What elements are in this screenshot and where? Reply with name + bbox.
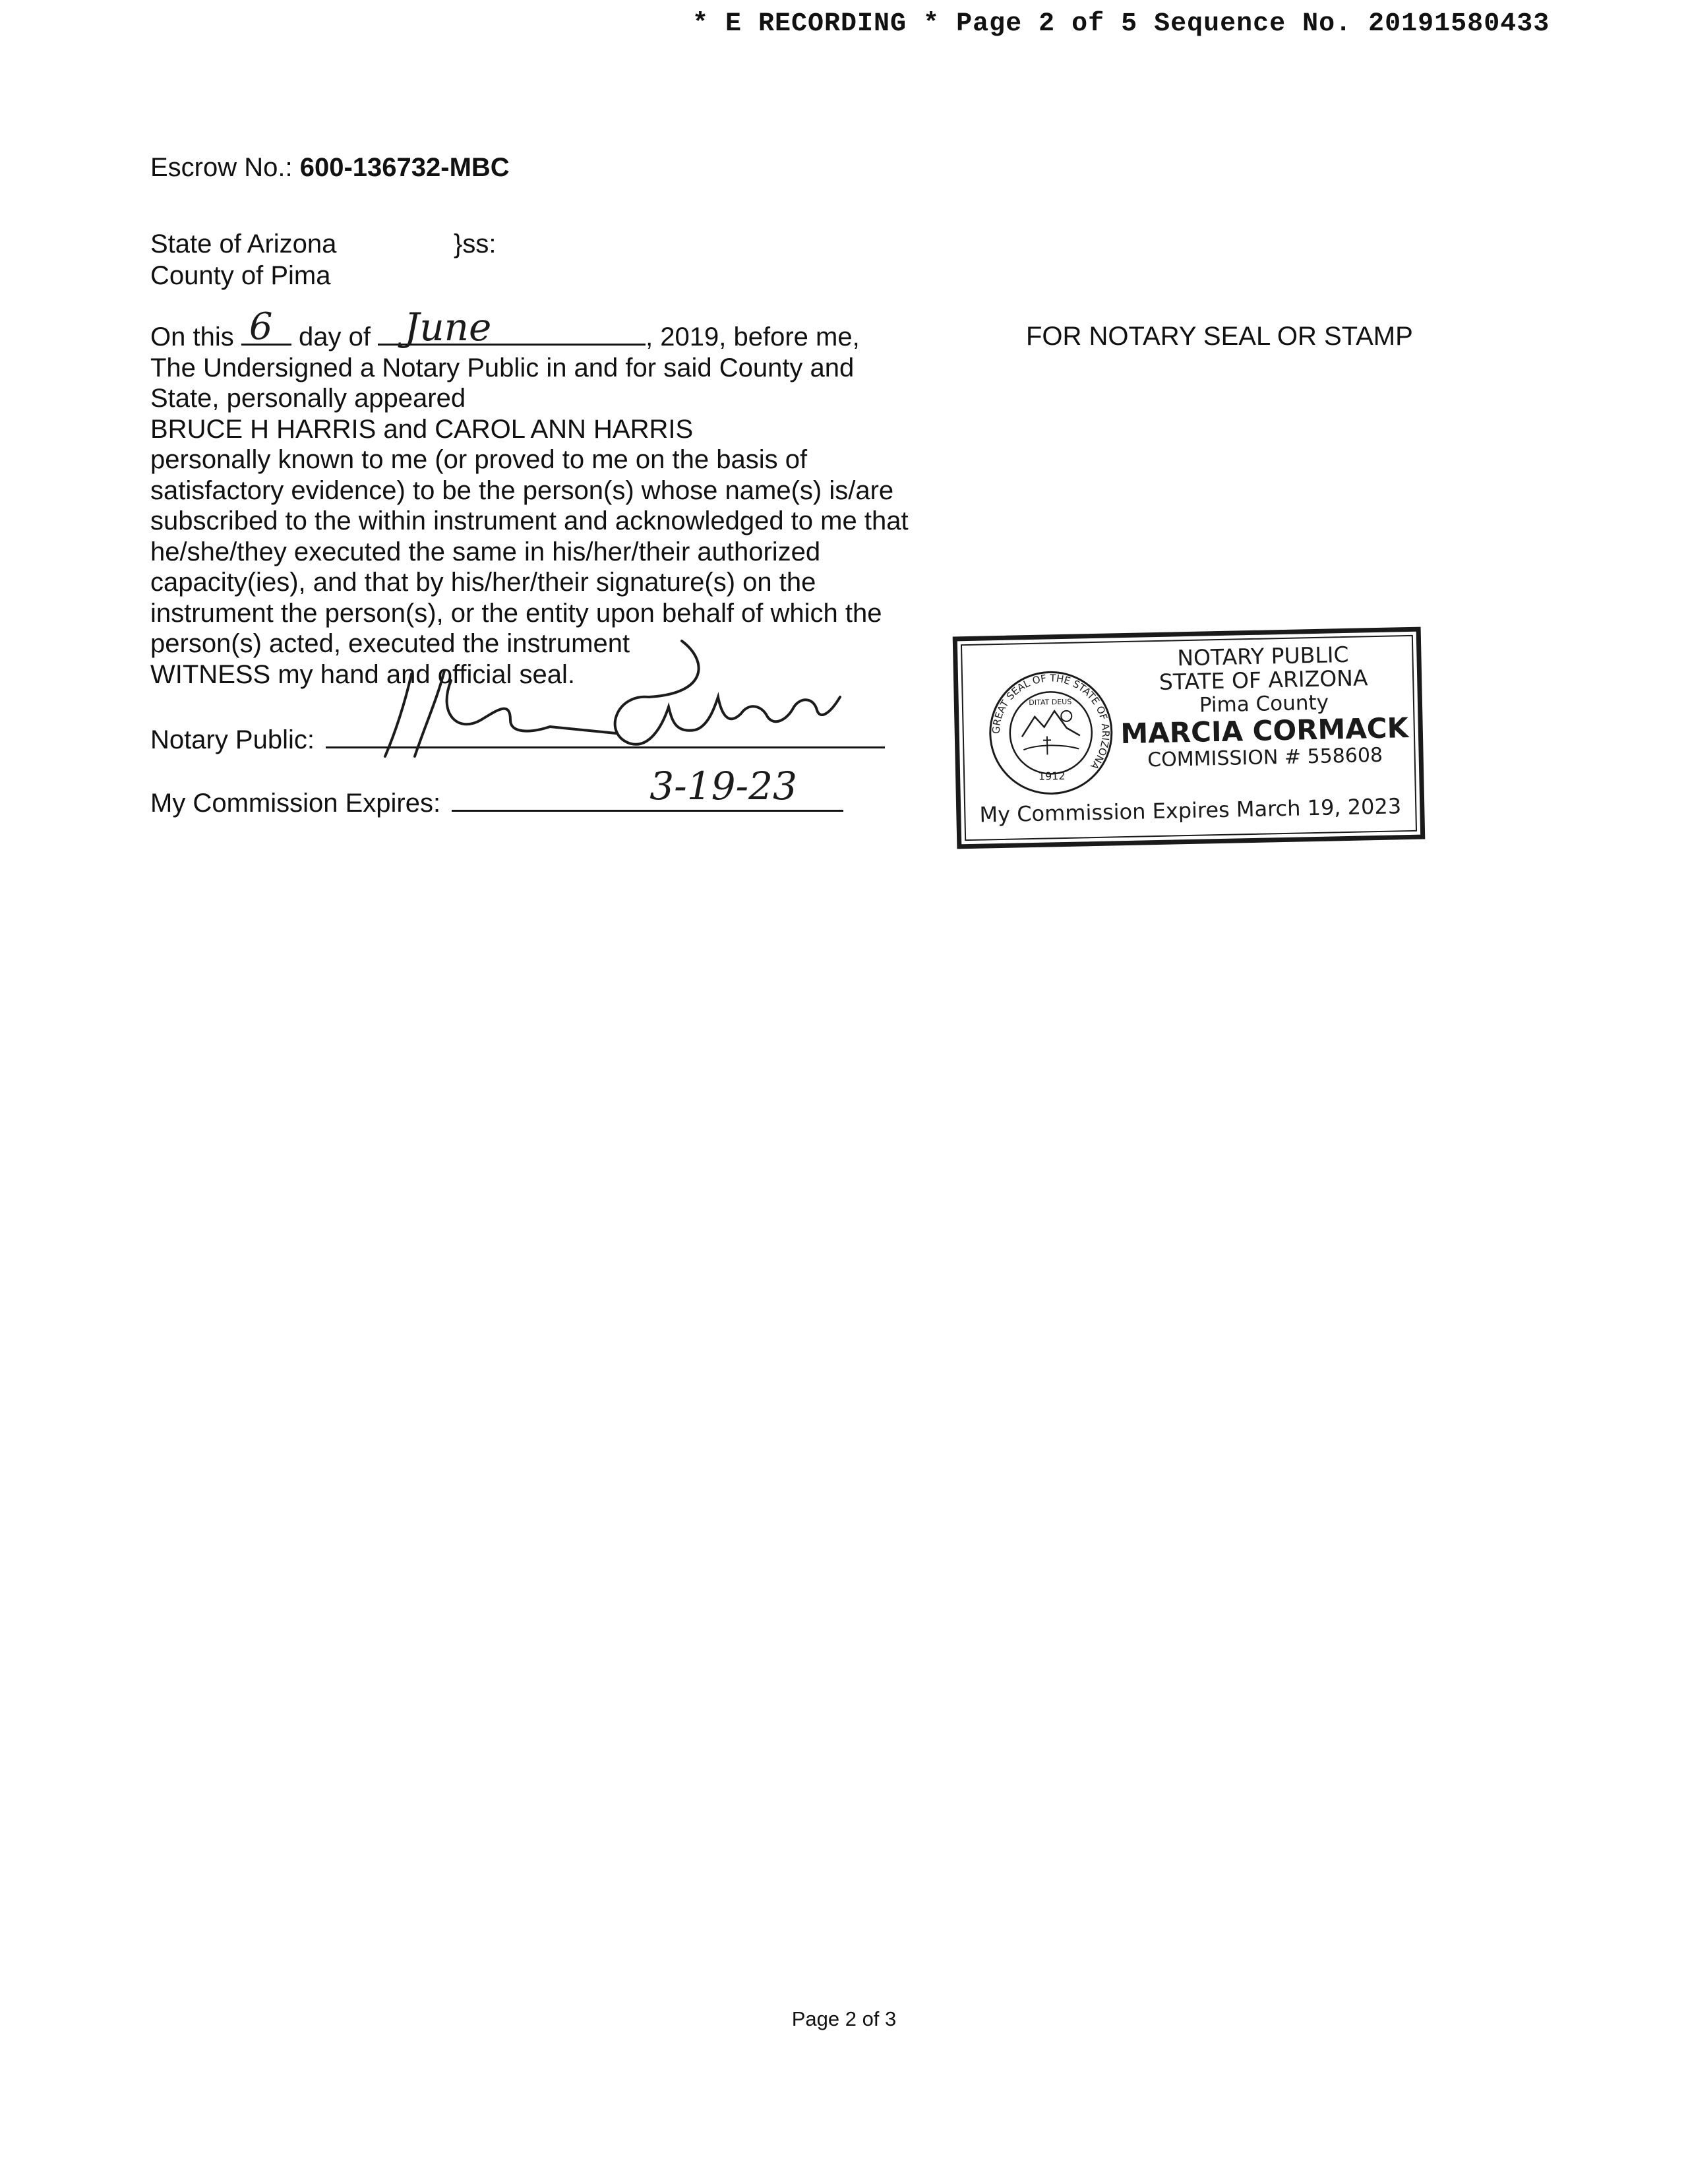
escrow-label: Escrow No.: bbox=[150, 153, 293, 182]
acknowledgment-line: State, personally appeared bbox=[150, 384, 466, 413]
venue-block bbox=[150, 228, 497, 291]
month-blank bbox=[378, 304, 646, 349]
acknowledgment-line: personally known to me (or proved to me on the basis of bbox=[150, 445, 808, 474]
acknowledgment-first-line bbox=[150, 304, 942, 353]
escrow-value: 600-136732-MBC bbox=[299, 153, 510, 182]
stamp-notary-name: MARCIA CORMACK bbox=[1120, 712, 1409, 750]
seal-year: 1912 bbox=[1038, 769, 1066, 783]
day-blank bbox=[241, 305, 291, 348]
acknowledgment-line: capacity(ies), and that by his/her/their signature(s) on the bbox=[150, 568, 816, 597]
stamp-county: Pima County bbox=[1199, 690, 1329, 717]
commission-expires-handwritten: 3-19-23 bbox=[649, 764, 797, 808]
arizona-state-seal bbox=[987, 655, 1114, 810]
page-number: Page 2 of 3 bbox=[791, 2007, 897, 2030]
seal-ring-text: GREAT SEAL OF THE STATE OF ARIZONA bbox=[990, 672, 1112, 772]
venue-ss: }ss: bbox=[454, 229, 497, 258]
notary-stamp bbox=[953, 627, 1426, 849]
commission-expires-label: My Commission Expires: bbox=[150, 789, 441, 818]
commission-expires-blank bbox=[452, 764, 843, 812]
day-handwritten: 6 bbox=[249, 305, 273, 348]
acknowledgment-line: The Undersigned a Notary Public in and for said County and bbox=[150, 353, 855, 382]
stamp-expiration: My Commission Expires March 19, 2023 bbox=[979, 793, 1402, 828]
stamp-commission-number: COMMISSION # 558608 bbox=[1147, 743, 1383, 772]
acknowledgment-line: subscribed to the within instrument and acknowledged to me that bbox=[150, 506, 909, 535]
acknowledgment-line: he/she/they executed the same in his/her/their authorized bbox=[150, 537, 821, 566]
stamp-text-block bbox=[1118, 642, 1410, 773]
notary-public-label: Notary Public: bbox=[150, 725, 315, 754]
seal-area-label: FOR NOTARY SEAL OR STAMP bbox=[1026, 322, 1413, 351]
recording-header: * E RECORDING * Page 2 of 5 Sequence No. 20191580433 bbox=[692, 9, 1550, 39]
notary-signature-line bbox=[150, 725, 885, 755]
venue-county: County of Pima bbox=[150, 261, 331, 290]
stamp-title: NOTARY PUBLIC bbox=[1176, 641, 1349, 671]
svg-text:GREAT SEAL OF THE STATE OF ARI bbox=[989, 671, 1112, 774]
month-handwritten: June bbox=[404, 304, 492, 349]
stamp-state: STATE OF ARIZONA bbox=[1159, 665, 1368, 695]
acknowledgment-line: person(s) acted, executed the instrument bbox=[150, 629, 630, 658]
venue-state: State of Arizona bbox=[150, 229, 337, 258]
handwritten-signature bbox=[339, 634, 919, 766]
escrow-number bbox=[150, 153, 510, 183]
commission-expires-line bbox=[150, 764, 843, 818]
witness-line: WITNESS my hand and official seal. bbox=[150, 659, 575, 689]
appearing-parties: BRUCE H HARRIS and CAROL ANN HARRIS bbox=[150, 414, 694, 444]
day-of-text: day of bbox=[298, 322, 371, 351]
notary-signature-blank bbox=[326, 727, 885, 748]
on-this-text: On this bbox=[150, 322, 234, 351]
acknowledgment-line: instrument the person(s), or the entity upon behalf of which the bbox=[150, 598, 882, 628]
seal-motto: DITAT DEUS bbox=[1029, 697, 1072, 708]
acknowledgment-line: satisfactory evidence) to be the person(s) whose name(s) is/are bbox=[150, 475, 894, 505]
year-text: , 2019, before me, bbox=[646, 322, 860, 351]
